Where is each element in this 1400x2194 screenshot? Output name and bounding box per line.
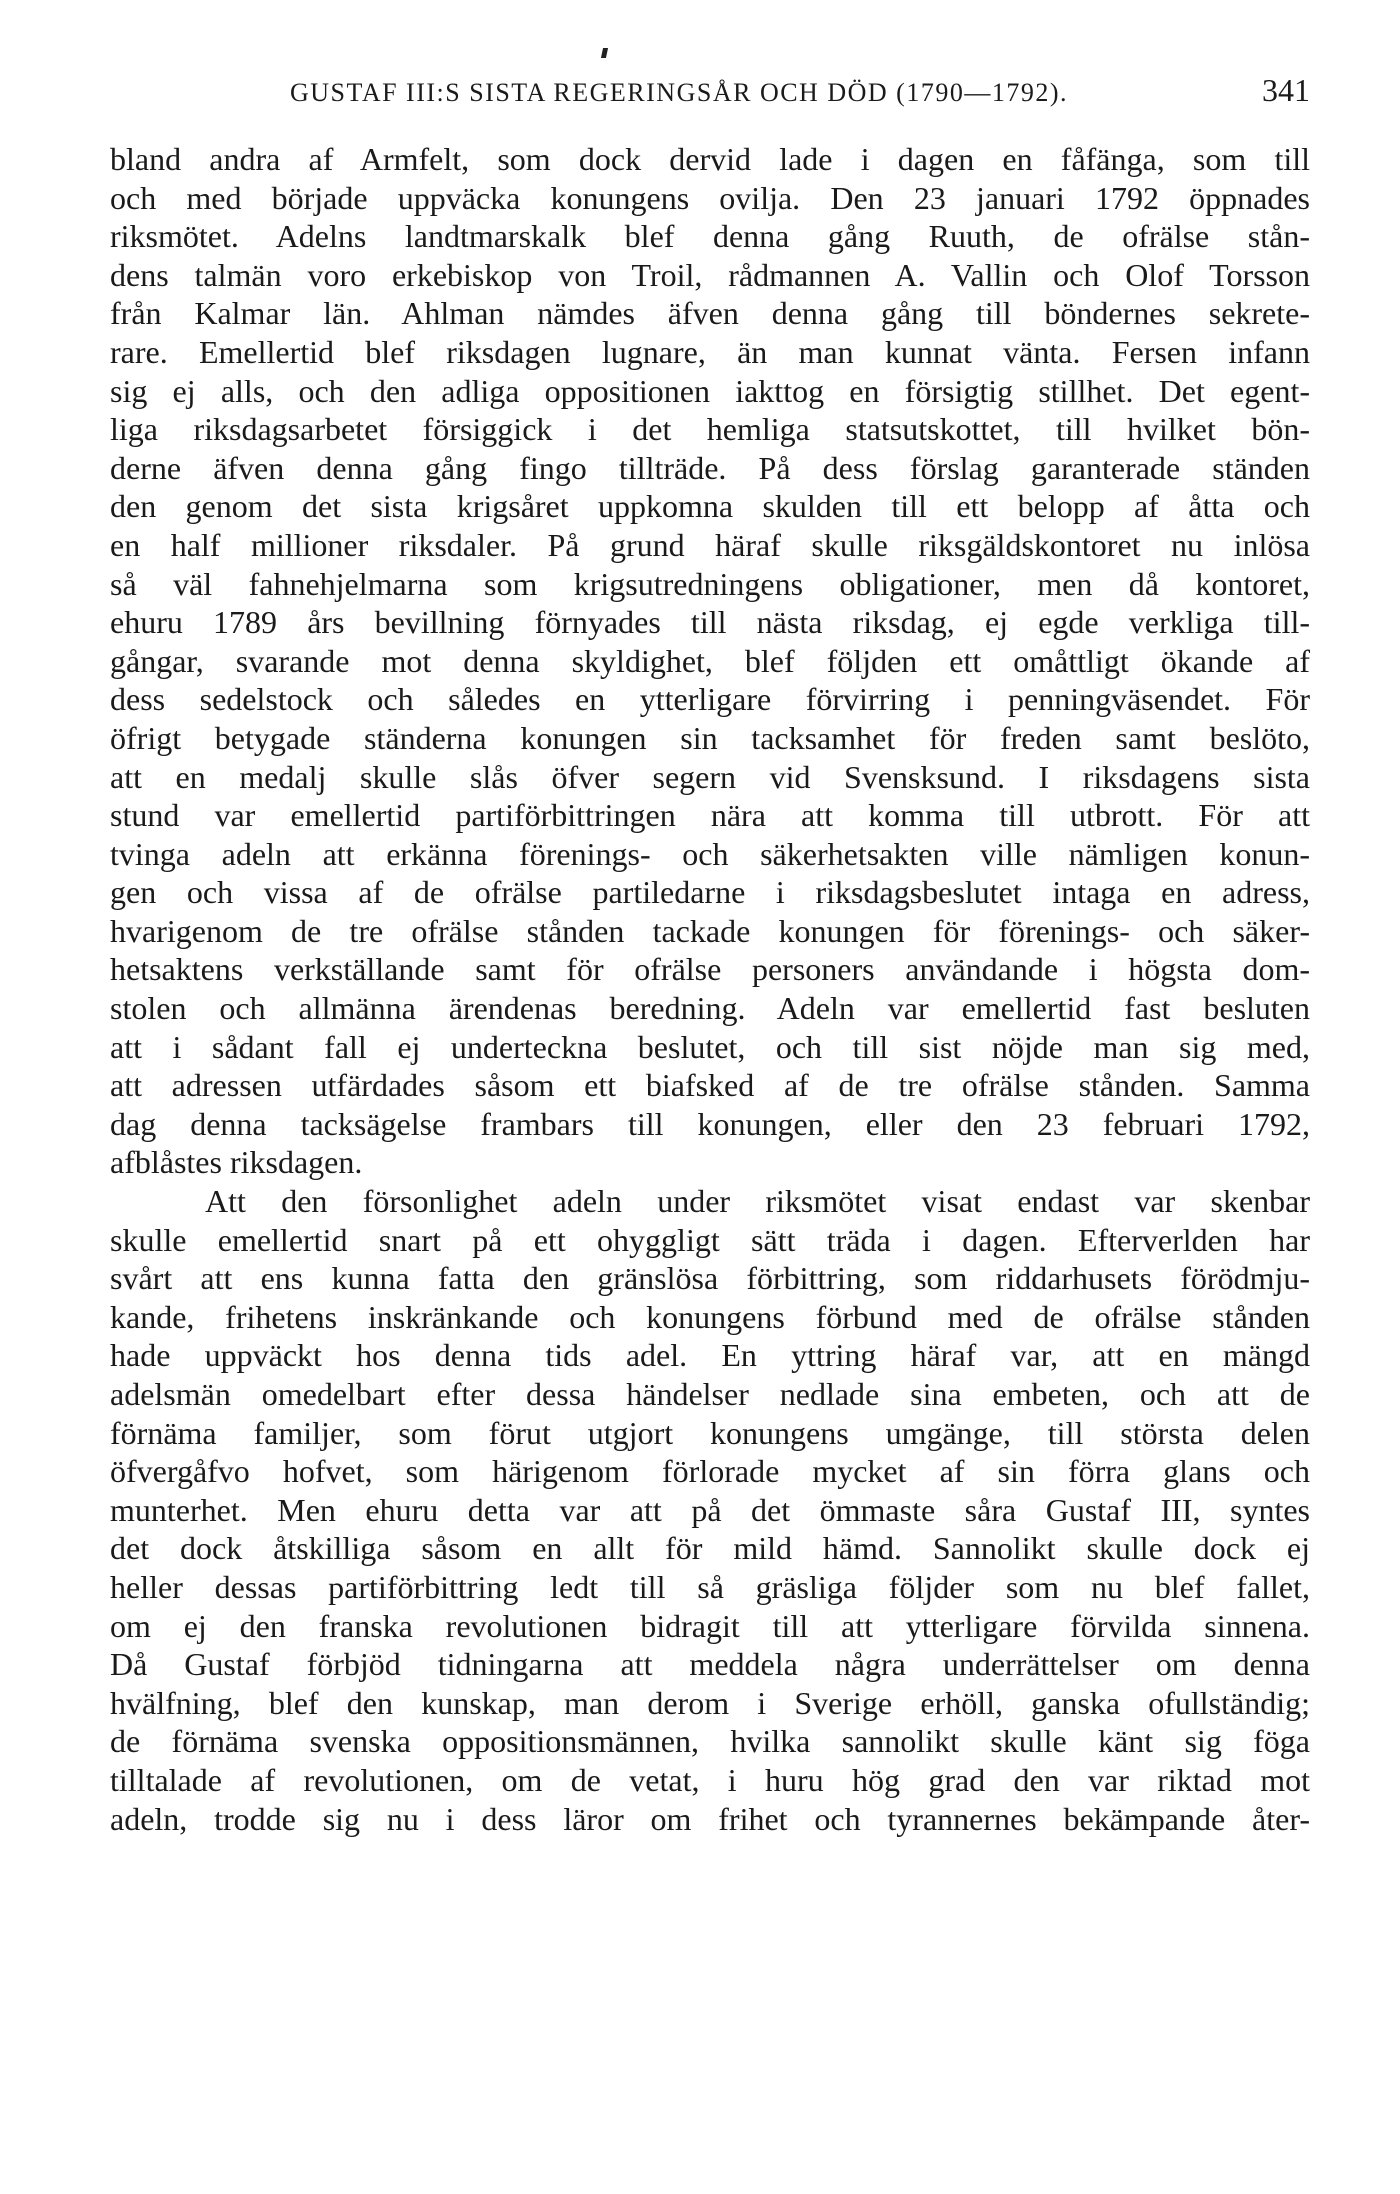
text-line: en half millioner riksdaler. På grund häraf skulle riksgäldskontoret nu inlösa <box>110 526 1310 563</box>
text-line: att adressen utfärdades såsom ett biafsked af de tre ofrälse stånden. Samma <box>110 1067 1310 1104</box>
text-line: hade uppväckt hos denna tids adel. En yttring häraf var, att en mängd <box>110 1337 1310 1374</box>
text-line: derne äfven denna gång fingo tillträde. På dess förslag garanterade ständen <box>110 449 1310 486</box>
text-line: dess sedelstock och således en ytterligare förvirring i penningväsendet. För <box>110 681 1310 718</box>
text-line: liga riksdagsarbetet försiggick i det hemliga statsutskottet, till hvilket bön- <box>110 411 1310 448</box>
text-line: ehuru 1789 års bevillning förnyades till nästa riksdag, ej egde verkliga till- <box>110 604 1310 641</box>
page-number: 341 <box>1262 72 1310 108</box>
text-line: den genom det sista krigsåret uppkomna skulden till ett belopp af åtta och <box>110 488 1310 525</box>
text-line: sig ej alls, och den adliga oppositionen iakttog en försigtig stillhet. Det egent- <box>110 372 1310 409</box>
text-line: det dock åtskilliga såsom en allt för mild hämd. Sannolikt skulle dock ej <box>110 1530 1310 1567</box>
text-line: Då Gustaf förbjöd tidningarna att meddela några underrättelser om denna <box>110 1646 1310 1683</box>
text-line: från Kalmar län. Ahlman nämdes äfven denna gång till böndernes sekrete- <box>110 295 1310 332</box>
text-line: stolen och allmänna ärendenas beredning. Adeln var emellertid fast besluten <box>110 990 1310 1027</box>
text-line: hetsaktens verkställande samt för ofrälse personers användande i högsta dom- <box>110 951 1310 988</box>
text-line: att i sådant fall ej underteckna beslutet, och till sist nöjde man sig med, <box>110 1028 1310 1065</box>
running-title: GUSTAF III:S SISTA REGERINGSÅR OCH DÖD (1790—1792). <box>290 78 1068 107</box>
ink-mark <box>601 48 608 58</box>
text-line: och med började uppväcka konungens ovilja. Den 23 januari 1792 öppnades <box>110 179 1310 216</box>
text-line: heller dessas partiförbittring ledt till så gräsliga följder som nu blef fallet, <box>110 1568 1310 1605</box>
text-line: stund var emellertid partiförbittringen nära att komma till utbrott. För att <box>110 797 1310 834</box>
text-line: kande, frihetens inskränkande och konungens förbund med de ofrälse stånden <box>110 1298 1310 1335</box>
body-text <box>110 140 1310 1838</box>
text-line: munterhet. Men ehuru detta var att på det ömmaste såra Gustaf III, syntes <box>110 1491 1310 1528</box>
text-line: de förnäma svenska oppositionsmännen, hvilka sannolikt skulle känt sig föga <box>110 1723 1310 1760</box>
text-line: skulle emellertid snart på ett ohyggligt sätt träda i dagen. Efterverlden har <box>110 1221 1310 1258</box>
text-line: öfvergåfvo hofvet, som härigenom förlorade mycket af sin förra glans och <box>110 1453 1310 1490</box>
text-line: hvarigenom de tre ofrälse stånden tackade konungen för förenings- och säker- <box>110 912 1310 949</box>
text-line: tvinga adeln att erkänna förenings- och säkerhetsakten ville nämligen konun- <box>110 835 1310 872</box>
running-header <box>110 70 1310 130</box>
text-line: gen och vissa af de ofrälse partiledarne i riksdagsbeslutet intaga en adress, <box>110 874 1310 911</box>
paragraph-start-line: Att den försonlighet adeln under riksmötet visat endast var skenbar <box>205 1183 1310 1220</box>
text-line: dens talmän voro erkebiskop von Troil, rådmannen A. Vallin och Olof Torsson <box>110 256 1310 293</box>
text-line: rare. Emellertid blef riksdagen lugnare, än man kunnat vänta. Fersen infann <box>110 333 1310 370</box>
paragraph-end-line: afblåstes riksdagen. <box>110 1144 363 1181</box>
text-line: riksmötet. Adelns landtmarskalk blef denna gång Ruuth, de ofrälse stån- <box>110 218 1310 255</box>
text-line: bland andra af Armfelt, som dock dervid lade i dagen en fåfänga, som till <box>110 141 1310 177</box>
text-line: gångar, svarande mot denna skyldighet, blef följden ett omåttligt ökande af <box>110 642 1310 679</box>
text-line: svårt att ens kunna fatta den gränslösa förbittring, som riddarhusets förödmju- <box>110 1260 1310 1297</box>
text-line: om ej den franska revolutionen bidragit till att ytterligare förvilda sinnena. <box>110 1607 1310 1644</box>
text-line: adelsmän omedelbart efter dessa händelser nedlade sina embeten, och att de <box>110 1376 1310 1412</box>
book-page <box>110 70 1310 1838</box>
text-line: hvälfning, blef den kunskap, man derom i Sverige erhöll, ganska ofullständig; <box>110 1684 1310 1721</box>
text-line: öfrigt betygade ständerna konungen sin tacksamhet för freden samt beslöto, <box>110 719 1310 756</box>
text-line: dag denna tacksägelse frambars till konungen, eller den 23 februari 1792, <box>110 1105 1310 1142</box>
text-line: adeln, trodde sig nu i dess läror om frihet och tyrannernes bekämpande åter- <box>110 1800 1310 1837</box>
text-line: tilltalade af revolutionen, om de vetat, i huru hög grad den var riktad mot <box>110 1761 1310 1798</box>
text-line: förnäma familjer, som förut utgjort konungens umgänge, till största delen <box>110 1414 1310 1451</box>
text-line: så väl fahnehjelmarna som krigsutredningens obligationer, men då kontoret, <box>110 565 1310 602</box>
text-line: att en medalj skulle slås öfver segern vid Svensksund. I riksdagens sista <box>110 758 1310 795</box>
